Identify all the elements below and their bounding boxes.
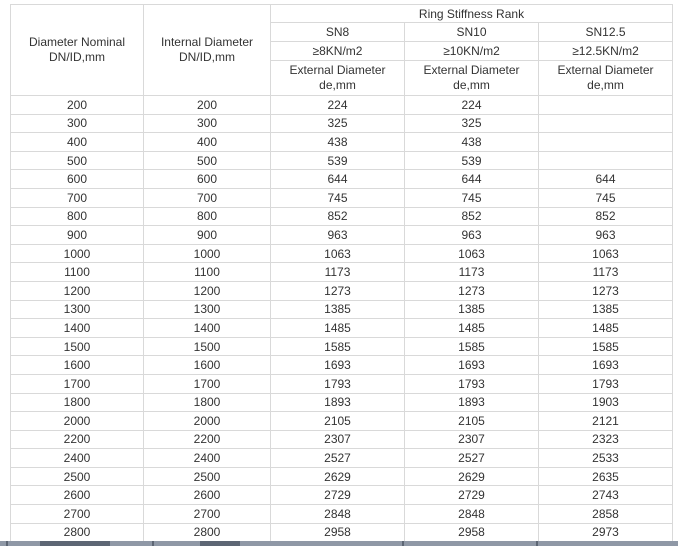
sn10-external-cell: 852 [405, 207, 539, 226]
sn10-external-cell: 539 [405, 151, 539, 170]
diameter-nominal-cell: 2800 [11, 523, 144, 542]
diameter-nominal-cell: 1300 [11, 300, 144, 319]
internal-diameter-cell: 1700 [144, 374, 271, 393]
sn12-5-external-cell: 644 [539, 170, 673, 189]
sn8-external-cell: 852 [271, 207, 405, 226]
sn12-5-external-cell: 2743 [539, 486, 673, 505]
sn10-external-cell: 745 [405, 188, 539, 207]
sn10-external-cell: 1385 [405, 300, 539, 319]
sn10-external-cell: 2307 [405, 430, 539, 449]
sn8-external-cell: 745 [271, 188, 405, 207]
sn8-external-cell: 438 [271, 133, 405, 152]
bottom-scrollbar-strip [0, 541, 678, 546]
header-external-diameter-sn8 [271, 61, 405, 96]
sn10-external-cell: 644 [405, 170, 539, 189]
internal-diameter-cell: 700 [144, 188, 271, 207]
table-row [11, 337, 673, 356]
internal-diameter-cell: 1500 [144, 337, 271, 356]
header-unit-sn8: ≥8KN/m2 [271, 42, 405, 61]
table-row [11, 430, 673, 449]
internal-diameter-cell: 2000 [144, 412, 271, 431]
header-diameter-nominal-line1: Diameter Nominal [28, 35, 126, 49]
sn12-5-external-cell: 2635 [539, 467, 673, 486]
header-internal-diameter-line1: Internal Diameter [160, 35, 254, 49]
sn12-5-external-cell [539, 133, 673, 152]
internal-diameter-cell: 2700 [144, 505, 271, 524]
diameter-nominal-cell: 200 [11, 96, 144, 115]
header-external-diameter-sn10 [405, 61, 539, 96]
strip-tick [402, 541, 404, 546]
table-row [11, 449, 673, 468]
diameter-nominal-cell: 1600 [11, 356, 144, 375]
header-ext-line1: External Diameter [289, 63, 386, 77]
header-ring-stiffness-rank: Ring Stiffness Rank [271, 5, 673, 23]
internal-diameter-cell: 1000 [144, 244, 271, 263]
header-diameter-nominal [11, 5, 144, 96]
table-body [11, 96, 673, 542]
sn12-5-external-cell: 2121 [539, 412, 673, 431]
internal-diameter-cell: 2600 [144, 486, 271, 505]
internal-diameter-cell: 800 [144, 207, 271, 226]
header-ext-line2: de,mm [453, 78, 490, 92]
sn12-5-external-cell: 1585 [539, 337, 673, 356]
sn10-external-cell: 2105 [405, 412, 539, 431]
sn8-external-cell: 2307 [271, 430, 405, 449]
sn12-5-external-cell: 1173 [539, 263, 673, 282]
internal-diameter-cell: 500 [144, 151, 271, 170]
header-diameter-nominal-line2: DN/ID,mm [49, 50, 105, 64]
table-row [11, 467, 673, 486]
sn8-external-cell: 325 [271, 114, 405, 133]
header-unit-sn10: ≥10KN/m2 [405, 42, 539, 61]
internal-diameter-cell: 1300 [144, 300, 271, 319]
sn12-5-external-cell: 1485 [539, 319, 673, 338]
table-row [11, 133, 673, 152]
header-ext-line2: de,mm [319, 78, 356, 92]
diameter-nominal-cell: 1700 [11, 374, 144, 393]
sn12-5-external-cell: 1273 [539, 281, 673, 300]
internal-diameter-cell: 1400 [144, 319, 271, 338]
header-sn12-5: SN12.5 [539, 23, 673, 42]
table-row [11, 412, 673, 431]
strip-tick [152, 541, 154, 546]
sn8-external-cell: 2848 [271, 505, 405, 524]
sn12-5-external-cell: 745 [539, 188, 673, 207]
internal-diameter-cell: 600 [144, 170, 271, 189]
table-row [11, 374, 673, 393]
header-internal-diameter [144, 5, 271, 96]
sn12-5-external-cell: 1693 [539, 356, 673, 375]
sn8-external-cell: 1893 [271, 393, 405, 412]
diameter-nominal-cell: 1400 [11, 319, 144, 338]
diameter-nominal-cell: 1800 [11, 393, 144, 412]
header-unit-sn12-5: ≥12.5KN/m2 [539, 42, 673, 61]
table-row [11, 356, 673, 375]
table-row [11, 300, 673, 319]
table-row [11, 151, 673, 170]
sn8-external-cell: 1385 [271, 300, 405, 319]
sn8-external-cell: 644 [271, 170, 405, 189]
sn12-5-external-cell: 852 [539, 207, 673, 226]
internal-diameter-cell: 1800 [144, 393, 271, 412]
table-row [11, 114, 673, 133]
sn8-external-cell: 1693 [271, 356, 405, 375]
table-header [11, 5, 673, 96]
header-internal-diameter-line2: DN/ID,mm [179, 50, 235, 64]
sn12-5-external-cell: 1385 [539, 300, 673, 319]
diameter-nominal-cell: 2700 [11, 505, 144, 524]
table-row [11, 170, 673, 189]
sn10-external-cell: 1793 [405, 374, 539, 393]
sn10-external-cell: 963 [405, 226, 539, 245]
header-sn10: SN10 [405, 23, 539, 42]
sn12-5-external-cell: 2973 [539, 523, 673, 542]
diameter-nominal-cell: 2500 [11, 467, 144, 486]
strip-tick [40, 541, 110, 546]
sn8-external-cell: 1273 [271, 281, 405, 300]
internal-diameter-cell: 2800 [144, 523, 271, 542]
diameter-nominal-cell: 2600 [11, 486, 144, 505]
sn10-external-cell: 1893 [405, 393, 539, 412]
sn8-external-cell: 1793 [271, 374, 405, 393]
table-row [11, 523, 673, 542]
table-row [11, 393, 673, 412]
sn12-5-external-cell: 2323 [539, 430, 673, 449]
sn12-5-external-cell: 1793 [539, 374, 673, 393]
sn10-external-cell: 2629 [405, 467, 539, 486]
diameter-nominal-cell: 1000 [11, 244, 144, 263]
sn8-external-cell: 1485 [271, 319, 405, 338]
internal-diameter-cell: 400 [144, 133, 271, 152]
sn12-5-external-cell [539, 151, 673, 170]
internal-diameter-cell: 300 [144, 114, 271, 133]
sn10-external-cell: 224 [405, 96, 539, 115]
header-ext-line1: External Diameter [557, 63, 654, 77]
table-row [11, 281, 673, 300]
diameter-nominal-cell: 1500 [11, 337, 144, 356]
sn10-external-cell: 2958 [405, 523, 539, 542]
sn8-external-cell: 2105 [271, 412, 405, 431]
sn10-external-cell: 1585 [405, 337, 539, 356]
table-row [11, 226, 673, 245]
sn10-external-cell: 1273 [405, 281, 539, 300]
table-row [11, 263, 673, 282]
diameter-nominal-cell: 2000 [11, 412, 144, 431]
header-ext-line1: External Diameter [423, 63, 520, 77]
internal-diameter-cell: 200 [144, 96, 271, 115]
sn8-external-cell: 1585 [271, 337, 405, 356]
table-row [11, 244, 673, 263]
table-row [11, 188, 673, 207]
sn12-5-external-cell: 1063 [539, 244, 673, 263]
internal-diameter-cell: 2200 [144, 430, 271, 449]
internal-diameter-cell: 1100 [144, 263, 271, 282]
internal-diameter-cell: 900 [144, 226, 271, 245]
table-row [11, 486, 673, 505]
sn10-external-cell: 325 [405, 114, 539, 133]
table-row [11, 505, 673, 524]
internal-diameter-cell: 2500 [144, 467, 271, 486]
diameter-nominal-cell: 1100 [11, 263, 144, 282]
sn8-external-cell: 2527 [271, 449, 405, 468]
sn8-external-cell: 1063 [271, 244, 405, 263]
diameter-nominal-cell: 500 [11, 151, 144, 170]
header-ext-line2: de,mm [587, 78, 624, 92]
sn10-external-cell: 1173 [405, 263, 539, 282]
sn12-5-external-cell [539, 96, 673, 115]
diameter-nominal-cell: 800 [11, 207, 144, 226]
sn8-external-cell: 2629 [271, 467, 405, 486]
sn10-external-cell: 2527 [405, 449, 539, 468]
table-row [11, 207, 673, 226]
internal-diameter-cell: 2400 [144, 449, 271, 468]
sn8-external-cell: 2729 [271, 486, 405, 505]
sn8-external-cell: 1173 [271, 263, 405, 282]
sn12-5-external-cell: 1903 [539, 393, 673, 412]
sn12-5-external-cell: 963 [539, 226, 673, 245]
diameter-nominal-cell: 2200 [11, 430, 144, 449]
table-row [11, 96, 673, 115]
internal-diameter-cell: 1600 [144, 356, 271, 375]
internal-diameter-cell: 1200 [144, 281, 271, 300]
diameter-nominal-cell: 600 [11, 170, 144, 189]
ring-stiffness-table [10, 4, 673, 542]
sn8-external-cell: 963 [271, 226, 405, 245]
sn12-5-external-cell: 2858 [539, 505, 673, 524]
header-sn8: SN8 [271, 23, 405, 42]
sn8-external-cell: 539 [271, 151, 405, 170]
diameter-nominal-cell: 900 [11, 226, 144, 245]
diameter-nominal-cell: 400 [11, 133, 144, 152]
sn10-external-cell: 2729 [405, 486, 539, 505]
sn10-external-cell: 1063 [405, 244, 539, 263]
strip-tick [6, 541, 8, 546]
sn8-external-cell: 224 [271, 96, 405, 115]
sn10-external-cell: 1485 [405, 319, 539, 338]
diameter-nominal-cell: 2400 [11, 449, 144, 468]
sn12-5-external-cell [539, 114, 673, 133]
diameter-nominal-cell: 1200 [11, 281, 144, 300]
table-row [11, 319, 673, 338]
header-external-diameter-sn12-5 [539, 61, 673, 96]
strip-tick [200, 541, 240, 546]
sn8-external-cell: 2958 [271, 523, 405, 542]
sn10-external-cell: 438 [405, 133, 539, 152]
sn10-external-cell: 1693 [405, 356, 539, 375]
diameter-nominal-cell: 700 [11, 188, 144, 207]
sn10-external-cell: 2848 [405, 505, 539, 524]
diameter-nominal-cell: 300 [11, 114, 144, 133]
sn12-5-external-cell: 2533 [539, 449, 673, 468]
strip-tick [536, 541, 538, 546]
